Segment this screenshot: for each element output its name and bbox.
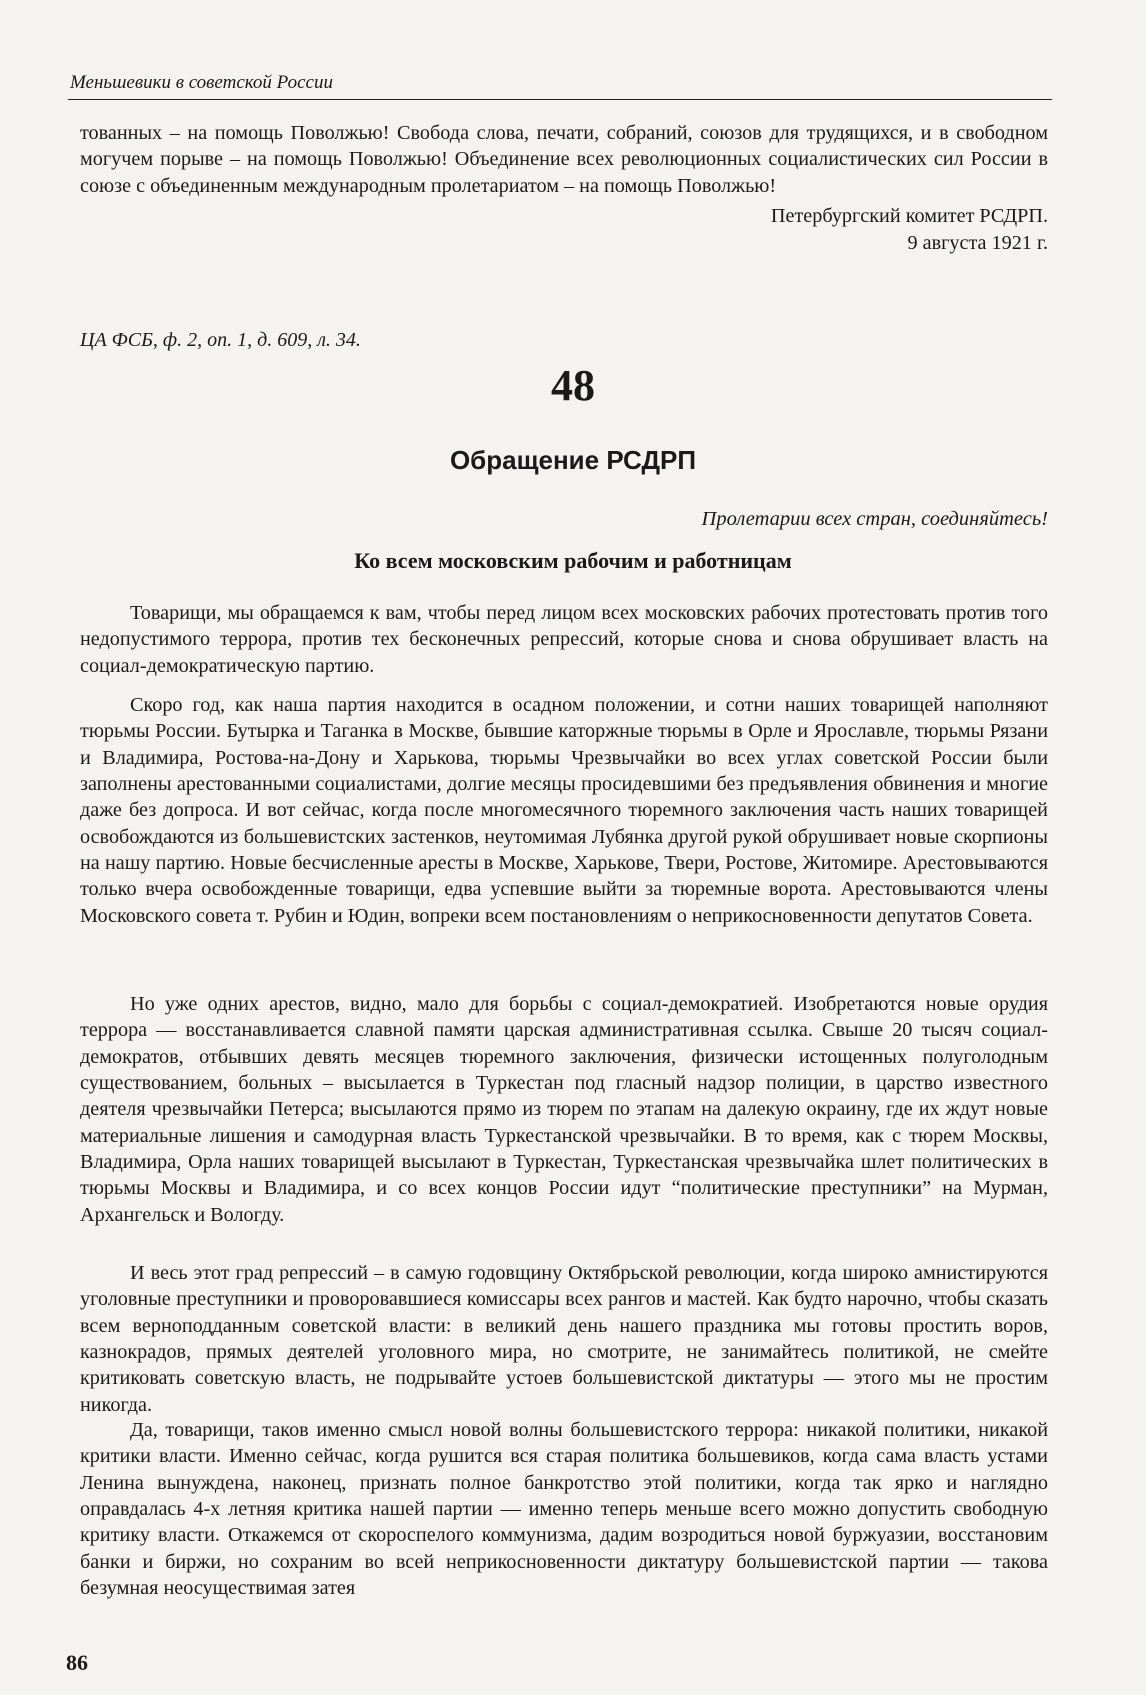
address-line: Ко всем московским рабочим и работницам [354,548,792,573]
archive-reference: ЦА ФСБ, ф. 2, оп. 1, д. 609, л. 34. [80,329,361,351]
motto: Пролетарии всех стран, соединяйтесь! [701,508,1048,530]
header-rule [68,99,1052,100]
signature-date: 9 августа 1921 г. [907,231,1048,254]
page-number: 86 [66,1650,88,1675]
paragraph-3: Но уже одних арестов, видно, мало для борьбы с социал-демократией. Изобретаются новые орудия террора — восстанавливается славной памяти царская административная ссылка. Свыше 20 тысяч социал-демократов, отбывших девять месяцев тюремного заключения, физически истощенных полуголодным существованием, больных – высылается в Туркестан под гласный надзор полиции, в царство известного деятеля чрезвычайки Петерса; высылаются прямо из тюрем по этапам на далекую окраину, где их ждут новые материальные лишения и самодурная власть Туркестанской чрезвычайки. В то время, как с тюрем Москвы, Владимира, Орла наших товарищей высылают в Туркестан, Туркестанская чрезвычайка шлет политических в тюрьмы Москвы и Владимира, и со всех концов России идут “политические преступники” на Мурман, Архангельск и Вологду. [80,993,1048,1226]
document-title: Обращение РСДРП [449,445,697,475]
paragraph-1: Товарищи, мы обращаемся к вам, чтобы перед лицом всех московских рабочих протестовать против того недопустимого террора, против тех бесконечных репрессий, которые снова и снова обрушивает власть на социал-демократическую партию. [80,602,1048,677]
document-number: 48 [551,361,595,410]
running-header: Меньшевики в советской России [70,72,333,93]
paragraph-4: И весь этот град репрессий – в самую годовщину Октябрьской революции, когда широко амнистируются уголовные преступники и проворовавшиеся комиссары всех рангов и мастей. Как будто нарочно, чтобы сказать всем верноподданным советской власти: в великий день нашего праздника мы готовы простить воров, казнокрадов, прямых деятелей уголовного мира, но смотрите, не занимайтесь политикой, не смейте критиковать советскую власть, не подрывайте устоев большевистской диктатуры — этого мы не простим никогда. [80,1262,1048,1416]
paragraph-2: Скоро год, как наша партия находится в осадном положении, и сотни наших товарищей наполняют тюрьмы России. Бутырка и Таганка в Москве, бывшие каторжные тюрьмы в Орле и Ярославле, тюрьмы Рязани и Владимира, Ростова-на-Дону и Харькова, тюрьмы Чрезвычайки во всех углах советской России были заполнены арестованными социалистами, долгие месяцы просидевшими без предъявления обвинения и многие даже без допроса. И вот сейчас, когда после многомесячного тюремного заключения часть наших товарищей освобождаются из большевистских застенков, неутомимая Лубянка другой рукой обрушивает новые скорпионы на нашу партию. Новые бесчисленные аресты в Москве, Харькове, Твери, Ростове, Житомире. Арестовываются только вчера освобожденные товарищи, едва успевшие выйти за тюремные ворота. Арестовываются члены Московского совета т. Рубин и Юдин, вопреки всем постановлениям о неприкосновенности депутатов Совета. [80,694,1048,927]
paragraph-5: Да, товарищи, таков именно смысл новой волны большевистского террора: никакой политики, никакой критики власти. Именно сейчас, когда рушится вся старая политика большевиков, когда сама власть устами Ленина вынуждена, наконец, признать полное банкротство этой политики, когда так ярко и наглядно оправдалась 4-х летняя критика нашей партии — именно теперь меньше всего можно допустить свободную критику власти. Откажемся от скороспелого коммунизма, дадим возродиться новой буржуазии, восстановим банки и биржи, но сохраним во всей неприкосновенности диктатуру большевистской партии — такова безумная неосуществимая затея [80,1419,1048,1599]
previous-document-text: тованных – на помощь Поволжью! Свобода слова, печати, собраний, союзов для трудящихся, и в свободном могучем порыве – на помощь Поволжью! Объединение всех революционных социалистических сил России в союзе с объединенным международным пролетариатом – на помощь Поволжью! [80,122,1048,197]
previous-document-ending [80,120,1048,256]
signature: Петербургский комитет РСДРП. [770,205,1048,228]
